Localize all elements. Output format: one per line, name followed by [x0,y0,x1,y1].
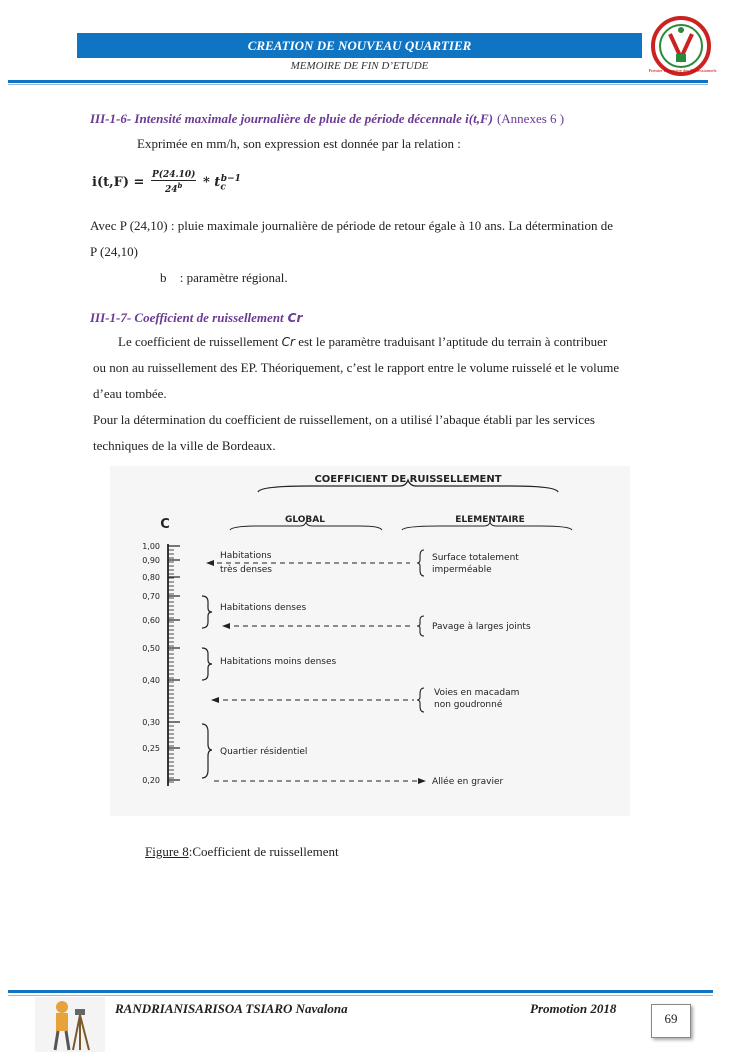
formula-var-t: t [214,175,221,190]
section-1-annex-ref: (Annexes 6 ) [496,111,565,126]
tick-label: 0,50 [142,644,160,653]
figure-caption-text: Coefficient de ruissellement [192,844,339,859]
tick-label: 0,25 [142,744,160,753]
formula-var [214,173,246,193]
formula-denominator-base: 24 [164,185,178,195]
tick-label: 0,30 [142,718,160,727]
footer-rule [8,990,713,993]
logo-caption: Premier Partenaire des Professionnels [648,68,717,73]
s2-line-3: d’eau tombée. [93,386,167,401]
formula-numerator: P(24.10) [151,170,196,180]
header-rule [8,80,708,83]
formula-times: * [202,175,210,190]
s2-line-1a: Le coefficient de ruissellement [118,334,279,349]
section-2-paragraph [93,329,690,459]
section-1-heading: III-1-6- Intensité maximale journalière de pluie de période décennale i(t,F) [90,111,493,126]
tick-label: 0,60 [142,616,160,625]
section-1-intro: Exprimée en mm/h, son expression est donnée par la relation : [137,136,461,151]
section-2-heading-row [90,309,302,327]
elementaire-label-4: Allée en gravier [432,777,504,787]
global-label-2: Habitations denses [220,603,307,613]
page-number: 69 [651,1004,691,1038]
figure-caption [145,844,339,860]
s2-line-1 [93,329,690,355]
column-elementaire: ELEMENTAIRE [455,515,525,525]
global-label-4: Quartier résidentiel [220,747,308,757]
runoff-coefficient-chart [110,466,630,816]
formula-denominator-exp: b [177,181,183,190]
header-rule-thin [8,84,708,85]
avec-line-2: P (24,10) [90,244,138,259]
tick-label: 0,40 [142,676,160,685]
elementaire-label-1b: imperméable [432,565,492,575]
avec-paragraph [90,213,695,265]
formula-fraction [151,170,196,195]
global-label-1b: très denses [220,565,272,575]
figure-caption-label: Figure 8 [145,844,189,859]
figure-title: COEFFICIENT DE RUISSELLEMENT [314,474,502,485]
b-description: : paramètre régional. [179,270,288,285]
footer-rule-thin [8,995,713,996]
section-2-symbol: Cr [287,311,303,325]
figure-background [110,466,630,816]
section-2-heading: III-1-7- Coefficient de ruissellement [90,310,284,325]
elementaire-label-3b: non goudronné [434,700,503,710]
s2-line-5: techniques de la ville de Bordeaux. [93,438,276,453]
s2-line-4: Pour la détermination du coefficient de ruissellement, on a utilisé l’abaque établi par les services [93,412,595,427]
figure-caption-sep: : [188,844,193,859]
formula-var-exp: b−1 [220,173,241,184]
b-parameter-line [160,265,288,291]
elementaire-label-3a: Voies en macadam [434,688,520,698]
s2-cr-symbol: Cr [281,335,295,349]
elementaire-label-2: Pavage à larges joints [432,622,531,632]
s2-line-1b: est le paramètre traduisant l’aptitude du terrain à contribuer [298,334,608,349]
b-symbol: b [160,270,167,285]
formula-lhs: i(t,F) = [92,175,145,190]
global-label-3: Habitations moins denses [220,657,337,667]
tick-label: 0,90 [142,556,160,565]
avec-line-1: Avec P (24,10) : pluie maximale journalière de période de retour égale à 10 ans. La détermination de [90,218,614,233]
tick-label: 1,00 [142,542,160,551]
formula [92,170,246,195]
s2-line-2: ou non au ruissellement des EP. Théoriquement, c’est le rapport entre le volume ruisselé et le volume [93,360,620,375]
footer-promotion: Promotion 2018 [530,1001,617,1016]
footer-author: RANDRIANISARISOA TSIARO Navalona [115,1001,348,1016]
tick-label: 0,80 [142,573,160,582]
tick-label: 0,20 [142,776,160,785]
header-title: CREATION DE NOUVEAU QUARTIER [247,38,472,53]
axis-label: C [160,517,170,532]
header-subtitle: MEMOIRE DE FIN D’ETUDE [290,60,429,72]
elementaire-label-1a: Surface totalement [432,553,519,563]
tick-label: 0,70 [142,592,160,601]
surveyor-icon [35,997,105,1052]
column-global: GLOBAL [284,515,326,525]
formula-denominator [151,181,196,195]
global-label-1a: Habitations [220,551,272,561]
formula-var-sub: c [220,182,226,193]
section-1-heading-row [90,110,564,128]
